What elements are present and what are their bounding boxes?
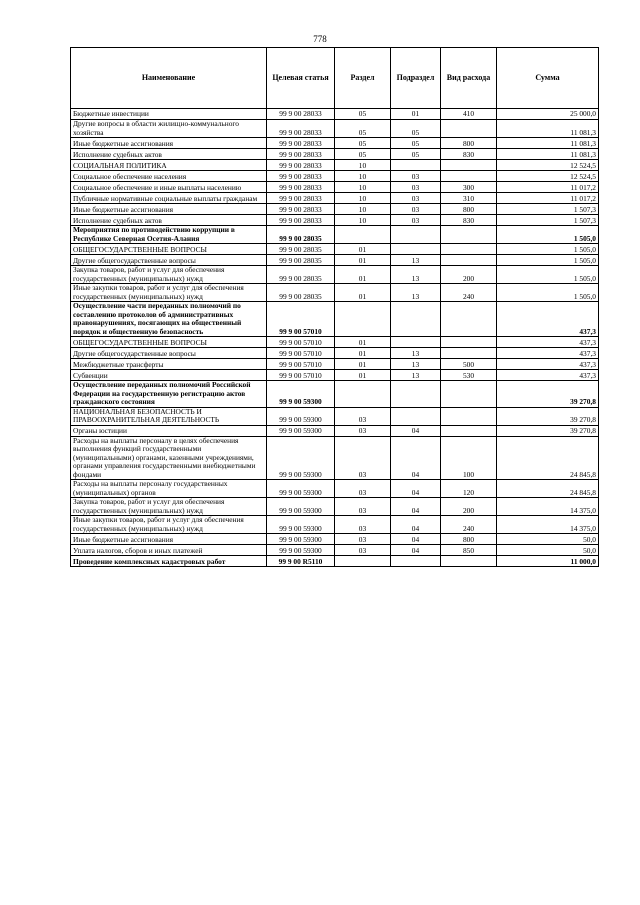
cell-sum: 24 845,8 <box>497 480 599 498</box>
page-number: 778 <box>313 34 327 44</box>
cell-sum: 11 017,2 <box>497 193 599 204</box>
table-row <box>71 255 599 266</box>
header-razdel: Раздел <box>335 48 391 109</box>
cell-code: 99 9 00 28033 <box>267 149 335 160</box>
cell-code: 99 9 00 57010 <box>267 348 335 359</box>
cell-vid: 800 <box>441 534 497 545</box>
cell-podrazdel <box>391 302 441 337</box>
table-row <box>71 244 599 255</box>
cell-name: Исполнение судебных актов <box>71 215 267 226</box>
cell-vid: 120 <box>441 480 497 498</box>
cell-code: 99 9 00 57010 <box>267 337 335 348</box>
header-name: Наименование <box>71 48 267 109</box>
cell-podrazdel <box>391 556 441 567</box>
budget-table <box>70 47 599 567</box>
cell-code: 99 9 00 59300 <box>267 425 335 436</box>
cell-podrazdel: 04 <box>391 516 441 534</box>
cell-razdel: 03 <box>335 407 391 425</box>
cell-name: Публичные нормативные социальные выплаты гражданам <box>71 193 267 204</box>
table-row <box>71 348 599 359</box>
cell-name: Субвенции <box>71 370 267 381</box>
cell-razdel: 01 <box>335 244 391 255</box>
cell-podrazdel: 04 <box>391 534 441 545</box>
cell-name: Другие вопросы в области жилищно-коммунального хозяйства <box>71 120 267 138</box>
table-row <box>71 120 599 138</box>
cell-razdel: 10 <box>335 215 391 226</box>
table-row <box>71 284 599 302</box>
cell-vid <box>441 348 497 359</box>
cell-sum: 1 505,0 <box>497 255 599 266</box>
cell-podrazdel: 05 <box>391 149 441 160</box>
table-row <box>71 266 599 284</box>
table-row <box>71 516 599 534</box>
table-row <box>71 193 599 204</box>
cell-sum: 11 081,3 <box>497 138 599 149</box>
cell-vid <box>441 407 497 425</box>
cell-razdel: 01 <box>335 348 391 359</box>
cell-code: 99 9 00 59300 <box>267 545 335 556</box>
cell-name: Органы юстиции <box>71 425 267 436</box>
cell-razdel: 01 <box>335 359 391 370</box>
cell-podrazdel <box>391 337 441 348</box>
cell-razdel: 01 <box>335 337 391 348</box>
cell-name: Бюджетные инвестиции <box>71 109 267 120</box>
cell-podrazdel: 13 <box>391 284 441 302</box>
cell-code: 99 9 00 R5110 <box>267 556 335 567</box>
cell-sum: 25 000,0 <box>497 109 599 120</box>
table-row <box>71 425 599 436</box>
cell-code: 99 9 00 59300 <box>267 407 335 425</box>
cell-vid: 530 <box>441 370 497 381</box>
table-row <box>71 138 599 149</box>
cell-code: 99 9 00 57010 <box>267 359 335 370</box>
table-row <box>71 171 599 182</box>
cell-name: Закупка товаров, работ и услуг для обеспечения государственных (муниципальных) нужд <box>71 266 267 284</box>
cell-podrazdel: 05 <box>391 138 441 149</box>
cell-podrazdel <box>391 381 441 408</box>
cell-vid: 410 <box>441 109 497 120</box>
cell-name: Осуществление переданных полномочий Российской Федерации на государственную регистрацию актов гражданского состояния <box>71 381 267 408</box>
cell-vid <box>441 171 497 182</box>
cell-razdel <box>335 556 391 567</box>
cell-razdel: 03 <box>335 436 391 480</box>
cell-podrazdel: 04 <box>391 425 441 436</box>
cell-vid: 800 <box>441 138 497 149</box>
cell-podrazdel: 03 <box>391 193 441 204</box>
cell-sum: 39 270,8 <box>497 407 599 425</box>
cell-razdel <box>335 302 391 337</box>
cell-podrazdel: 04 <box>391 436 441 480</box>
cell-name: Проведение комплексных кадастровых работ <box>71 556 267 567</box>
cell-code: 99 9 00 28035 <box>267 255 335 266</box>
table-row <box>71 182 599 193</box>
cell-name: Уплата налогов, сборов и иных платежей <box>71 545 267 556</box>
table-row <box>71 149 599 160</box>
table-row <box>71 160 599 171</box>
header-vid: Вид расхода <box>441 48 497 109</box>
cell-code: 99 9 00 57010 <box>267 302 335 337</box>
cell-name: Другие общегосударственные вопросы <box>71 348 267 359</box>
cell-sum: 1 505,0 <box>497 284 599 302</box>
cell-vid <box>441 425 497 436</box>
cell-sum: 11 017,2 <box>497 182 599 193</box>
cell-razdel: 03 <box>335 545 391 556</box>
cell-razdel <box>335 381 391 408</box>
cell-podrazdel: 03 <box>391 215 441 226</box>
cell-podrazdel: 13 <box>391 255 441 266</box>
table-row <box>71 534 599 545</box>
cell-vid: 830 <box>441 215 497 226</box>
cell-sum: 1 507,3 <box>497 215 599 226</box>
cell-sum: 14 375,0 <box>497 498 599 516</box>
cell-sum: 14 375,0 <box>497 516 599 534</box>
table-header-row <box>71 48 599 109</box>
cell-razdel: 05 <box>335 149 391 160</box>
cell-code: 99 9 00 57010 <box>267 370 335 381</box>
cell-razdel <box>335 226 391 244</box>
cell-code: 99 9 00 28033 <box>267 138 335 149</box>
cell-code: 99 9 00 59300 <box>267 480 335 498</box>
cell-razdel: 03 <box>335 498 391 516</box>
cell-razdel: 01 <box>335 284 391 302</box>
cell-razdel: 01 <box>335 266 391 284</box>
table-row <box>71 436 599 480</box>
cell-sum: 437,3 <box>497 370 599 381</box>
cell-sum: 11 081,3 <box>497 149 599 160</box>
cell-podrazdel: 01 <box>391 109 441 120</box>
table-row <box>71 545 599 556</box>
cell-razdel: 10 <box>335 182 391 193</box>
cell-name: ОБЩЕГОСУДАРСТВЕННЫЕ ВОПРОСЫ <box>71 337 267 348</box>
cell-razdel: 01 <box>335 370 391 381</box>
cell-vid: 500 <box>441 359 497 370</box>
header-sum: Сумма <box>497 48 599 109</box>
cell-name: Осуществление части переданных полномочий по составлению протоколов об административных правонарушениях, посягающих на общественный порядок и общественную безопасность <box>71 302 267 337</box>
cell-name: Социальное обеспечение населения <box>71 171 267 182</box>
cell-sum: 1 505,0 <box>497 244 599 255</box>
cell-code: 99 9 00 28033 <box>267 182 335 193</box>
cell-name: Иные бюджетные ассигнования <box>71 204 267 215</box>
cell-sum: 437,3 <box>497 348 599 359</box>
cell-code: 99 9 00 28035 <box>267 266 335 284</box>
table-row <box>71 556 599 567</box>
cell-razdel: 05 <box>335 109 391 120</box>
cell-podrazdel: 03 <box>391 171 441 182</box>
cell-razdel: 05 <box>335 120 391 138</box>
cell-name: Иные бюджетные ассигнования <box>71 534 267 545</box>
cell-code: 99 9 00 28035 <box>267 284 335 302</box>
cell-podrazdel: 13 <box>391 370 441 381</box>
cell-razdel: 03 <box>335 425 391 436</box>
cell-vid: 200 <box>441 266 497 284</box>
header-podrazdel: Подраздел <box>391 48 441 109</box>
cell-vid <box>441 244 497 255</box>
cell-podrazdel <box>391 407 441 425</box>
cell-name: Закупка товаров, работ и услуг для обеспечения государственных (муниципальных) нужд <box>71 498 267 516</box>
cell-vid: 240 <box>441 284 497 302</box>
cell-name: Социальное обеспечение и иные выплаты населению <box>71 182 267 193</box>
cell-name: Иные закупки товаров, работ и услуг для обеспечения государственных (муниципальных) нужд <box>71 284 267 302</box>
cell-sum: 11 081,3 <box>497 120 599 138</box>
cell-podrazdel <box>391 160 441 171</box>
table-body <box>71 109 599 567</box>
cell-code: 99 9 00 28033 <box>267 215 335 226</box>
cell-sum: 12 524,5 <box>497 160 599 171</box>
table-row <box>71 498 599 516</box>
cell-sum: 1 505,0 <box>497 226 599 244</box>
cell-sum: 437,3 <box>497 359 599 370</box>
cell-name: СОЦИАЛЬНАЯ ПОЛИТИКА <box>71 160 267 171</box>
cell-vid: 200 <box>441 498 497 516</box>
cell-sum: 1 507,3 <box>497 204 599 215</box>
cell-vid: 830 <box>441 149 497 160</box>
cell-vid <box>441 337 497 348</box>
cell-code: 99 9 00 28033 <box>267 120 335 138</box>
cell-name: НАЦИОНАЛЬНАЯ БЕЗОПАСНОСТЬ И ПРАВООХРАНИТЕЛЬНАЯ ДЕЯТЕЛЬНОСТЬ <box>71 407 267 425</box>
cell-vid: 800 <box>441 204 497 215</box>
cell-vid <box>441 556 497 567</box>
cell-code: 99 9 00 28033 <box>267 204 335 215</box>
cell-vid <box>441 381 497 408</box>
cell-vid: 300 <box>441 182 497 193</box>
cell-razdel: 03 <box>335 516 391 534</box>
cell-name: Расходы на выплаты персоналу государственных (муниципальных) органов <box>71 480 267 498</box>
cell-razdel: 10 <box>335 204 391 215</box>
table-row <box>71 204 599 215</box>
cell-sum: 437,3 <box>497 302 599 337</box>
table-row <box>71 480 599 498</box>
cell-name: Иные бюджетные ассигнования <box>71 138 267 149</box>
cell-vid <box>441 302 497 337</box>
cell-razdel: 10 <box>335 160 391 171</box>
cell-name: Расходы на выплаты персоналу в целях обеспечения выполнения функций государственными (муниципальными) органами, казенными учреждениями, органами управления государственными внебюджетными фондами <box>71 436 267 480</box>
header-code: Целевая статья <box>267 48 335 109</box>
cell-code: 99 9 00 28035 <box>267 226 335 244</box>
cell-podrazdel: 04 <box>391 480 441 498</box>
cell-razdel: 03 <box>335 480 391 498</box>
cell-name: Межбюджетные трансферты <box>71 359 267 370</box>
cell-razdel: 10 <box>335 193 391 204</box>
cell-podrazdel: 03 <box>391 204 441 215</box>
cell-vid: 310 <box>441 193 497 204</box>
cell-code: 99 9 00 28033 <box>267 109 335 120</box>
table-row <box>71 381 599 408</box>
cell-code: 99 9 00 59300 <box>267 534 335 545</box>
cell-code: 99 9 00 59300 <box>267 436 335 480</box>
cell-vid: 850 <box>441 545 497 556</box>
cell-vid: 100 <box>441 436 497 480</box>
table-row <box>71 226 599 244</box>
cell-code: 99 9 00 59300 <box>267 516 335 534</box>
cell-podrazdel <box>391 244 441 255</box>
cell-sum: 39 270,8 <box>497 425 599 436</box>
table-row <box>71 407 599 425</box>
cell-name: ОБЩЕГОСУДАРСТВЕННЫЕ ВОПРОСЫ <box>71 244 267 255</box>
cell-razdel: 05 <box>335 138 391 149</box>
cell-sum: 11 000,0 <box>497 556 599 567</box>
cell-podrazdel: 03 <box>391 182 441 193</box>
cell-code: 99 9 00 59300 <box>267 381 335 408</box>
cell-sum: 12 524,5 <box>497 171 599 182</box>
cell-podrazdel: 04 <box>391 498 441 516</box>
cell-sum: 437,3 <box>497 337 599 348</box>
cell-sum: 50,0 <box>497 534 599 545</box>
table-row <box>71 302 599 337</box>
cell-sum: 50,0 <box>497 545 599 556</box>
cell-name: Мероприятия по противодействию коррупции в Республике Северная Осетия-Алания <box>71 226 267 244</box>
cell-code: 99 9 00 28033 <box>267 160 335 171</box>
cell-code: 99 9 00 59300 <box>267 498 335 516</box>
cell-code: 99 9 00 28033 <box>267 171 335 182</box>
cell-name: Другие общегосударственные вопросы <box>71 255 267 266</box>
cell-sum: 1 505,0 <box>497 266 599 284</box>
cell-vid <box>441 120 497 138</box>
cell-podrazdel <box>391 226 441 244</box>
cell-podrazdel: 04 <box>391 545 441 556</box>
cell-vid <box>441 160 497 171</box>
cell-razdel: 03 <box>335 534 391 545</box>
cell-vid <box>441 255 497 266</box>
cell-name: Иные закупки товаров, работ и услуг для обеспечения государственных (муниципальных) нужд <box>71 516 267 534</box>
cell-podrazdel: 13 <box>391 266 441 284</box>
table-row <box>71 337 599 348</box>
cell-podrazdel: 13 <box>391 348 441 359</box>
cell-name: Исполнение судебных актов <box>71 149 267 160</box>
table-row <box>71 215 599 226</box>
table-row <box>71 370 599 381</box>
cell-sum: 24 845,8 <box>497 436 599 480</box>
cell-razdel: 10 <box>335 171 391 182</box>
cell-vid: 240 <box>441 516 497 534</box>
cell-podrazdel: 13 <box>391 359 441 370</box>
cell-vid <box>441 226 497 244</box>
cell-razdel: 01 <box>335 255 391 266</box>
table-row <box>71 359 599 370</box>
cell-code: 99 9 00 28033 <box>267 193 335 204</box>
cell-podrazdel: 05 <box>391 120 441 138</box>
cell-sum: 39 270,8 <box>497 381 599 408</box>
cell-code: 99 9 00 28035 <box>267 244 335 255</box>
table-row <box>71 109 599 120</box>
